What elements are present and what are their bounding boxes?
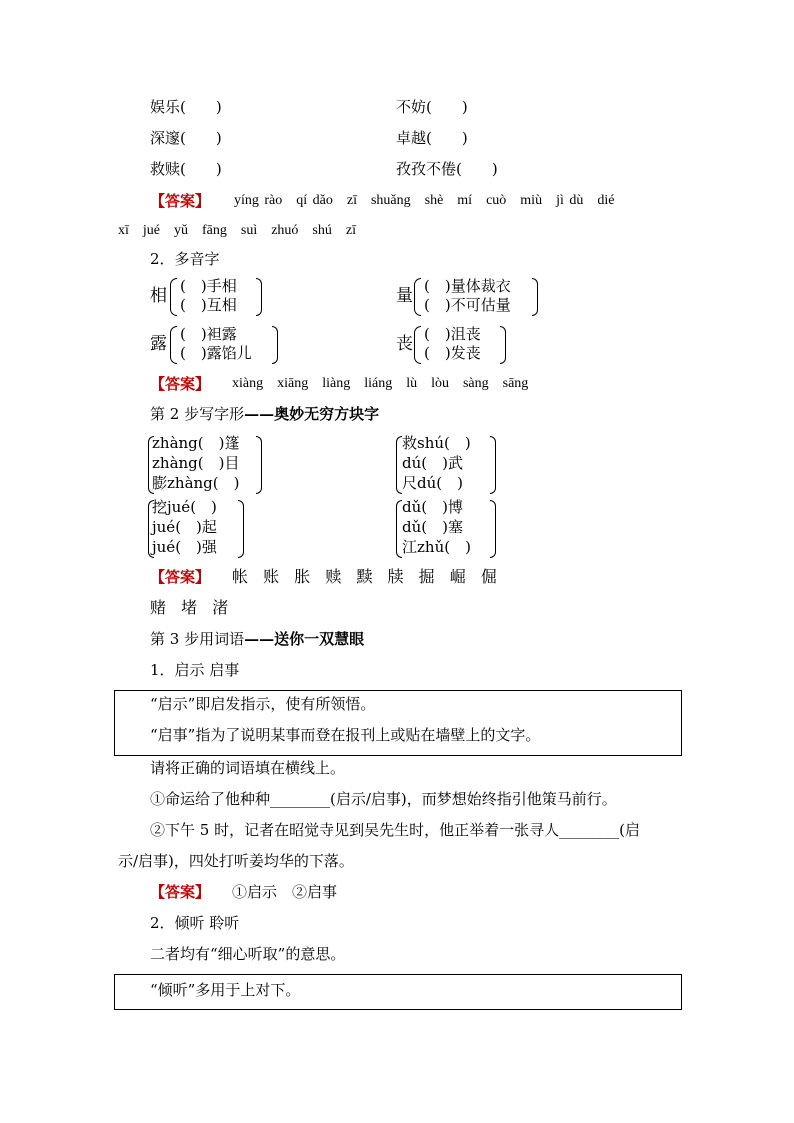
definition-line: “启事”指为了说明某事而登在报刊上或贴在墙壁上的文字。 xyxy=(150,726,541,744)
step2-title xyxy=(150,404,379,424)
item2-description: 二者均有“细心听取”的意思。 xyxy=(150,945,346,963)
polyphone-char: 相 xyxy=(150,286,167,306)
question-2-line-2: 示/启事)，四处打听姜均华的下落。 xyxy=(118,852,354,870)
answer-char: 账 xyxy=(263,567,280,586)
answer-char: 堵 xyxy=(181,598,198,617)
polyphone-line: ( )手相 xyxy=(180,277,237,295)
right-brace xyxy=(238,500,244,558)
glyph-line: zhàng( )篷 xyxy=(152,434,240,452)
polyphone-line: ( )沮丧 xyxy=(424,325,481,343)
polyphone-heading: 2．多音字 xyxy=(150,250,220,268)
glyph-line: 尺dú( ) xyxy=(402,474,463,492)
step3-title-plain: 第 3 步用词语 xyxy=(150,630,245,648)
polyphone-char: 量 xyxy=(396,286,413,306)
answer-char: 崛 xyxy=(449,567,466,586)
right-brace xyxy=(490,436,496,494)
answer-label: 【答案】 xyxy=(150,192,211,210)
right-brace xyxy=(272,326,278,364)
left-brace xyxy=(170,278,177,316)
glyph-line: dǔ( )塞 xyxy=(402,518,463,536)
answer-char: 牍 xyxy=(387,567,404,586)
step3-answer: ①启示 ②启事 xyxy=(232,883,338,901)
step3-title xyxy=(150,629,364,649)
word-row-1-left: 娱乐( ) xyxy=(150,98,222,116)
answer-char: 赌 xyxy=(150,598,167,617)
answer-char: 掘 xyxy=(418,567,435,586)
answer-char: 渚 xyxy=(212,598,229,617)
polyphone-line: ( )露馅儿 xyxy=(180,344,252,362)
left-brace xyxy=(414,278,421,316)
glyph-line: 挖jué( ) xyxy=(152,498,217,516)
polyphone-answer: xiàng xiāng liàng liáng lù lòu sàng sāng xyxy=(232,376,529,391)
question-2-line-1: ②下午 5 时，记者在昭觉寺见到吴先生时，他正举着一张寻人________(启 xyxy=(150,821,640,839)
glyph-line: jué( )起 xyxy=(152,518,217,536)
polyphone-line: ( )量体裁衣 xyxy=(424,277,511,295)
polyphone-line: ( )不可估量 xyxy=(424,296,511,314)
glyph-line: zhàng( )目 xyxy=(152,454,240,472)
right-brace xyxy=(532,278,538,316)
polyphone-char: 丧 xyxy=(396,334,413,354)
left-brace xyxy=(170,326,177,364)
polyphone-char: 露 xyxy=(150,334,167,354)
step2-answer-row-2 xyxy=(150,598,238,618)
step2-title-plain: 第 2 步写字形 xyxy=(150,405,245,423)
answer-char: 赎 xyxy=(325,567,342,586)
answer-char: 倔 xyxy=(480,567,497,586)
left-brace xyxy=(414,326,421,364)
word-row-2-right: 卓越( ) xyxy=(396,129,468,147)
instruction-text: 请将正确的词语填在横线上。 xyxy=(150,759,346,777)
right-brace xyxy=(490,500,496,558)
step2-answer-row-1 xyxy=(232,567,507,587)
right-brace xyxy=(256,436,262,494)
answer-label: 【答案】 xyxy=(150,568,211,586)
answer-label: 【答案】 xyxy=(150,375,211,393)
answer-pinyin-line-1: yíng rào qí dǎo zī shuǎng shè mí cuò miù jì dù dié xyxy=(234,193,615,208)
question-1: ①命运给了他种种________(启示/启事)，而梦想始终指引他策马前行。 xyxy=(150,790,617,808)
glyph-line: 救shú( ) xyxy=(402,434,471,452)
answer-pinyin-line-2: xī jué yǔ fāng suì zhuó shú zī xyxy=(118,223,356,238)
polyphone-line: ( )袒露 xyxy=(180,325,237,343)
step2-title-bold: ——奥妙无穷方块字 xyxy=(244,405,380,423)
word-row-3-left: 救赎( ) xyxy=(150,160,222,178)
answer-char: 黩 xyxy=(356,567,373,586)
polyphone-line: ( )互相 xyxy=(180,296,237,314)
word-row-2-left: 深邃( ) xyxy=(150,129,222,147)
glyph-line: dú( )武 xyxy=(402,454,463,472)
glyph-line: 膨zhàng( ) xyxy=(152,474,240,492)
word-row-3-right: 孜孜不倦( ) xyxy=(396,160,498,178)
step3-title-bold: ——送你一双慧眼 xyxy=(244,630,365,648)
definition-line: “倾听”多用于上对下。 xyxy=(150,981,301,999)
word-row-1-right: 不妨( ) xyxy=(396,98,468,116)
answer-char: 帐 xyxy=(232,567,249,586)
right-brace xyxy=(256,278,262,316)
polyphone-line: ( )发丧 xyxy=(424,344,481,362)
glyph-line: jué( )强 xyxy=(152,538,217,556)
right-brace xyxy=(500,326,506,364)
glyph-line: 江zhǔ( ) xyxy=(402,538,471,556)
answer-label: 【答案】 xyxy=(150,883,211,901)
definition-line: “启示”即启发指示，使有所领悟。 xyxy=(150,695,376,713)
item2-heading: 2．倾听 聆听 xyxy=(150,914,240,932)
item1-heading: 1．启示 启事 xyxy=(150,661,240,679)
glyph-line: dǔ( )博 xyxy=(402,498,463,516)
answer-char: 胀 xyxy=(294,567,311,586)
